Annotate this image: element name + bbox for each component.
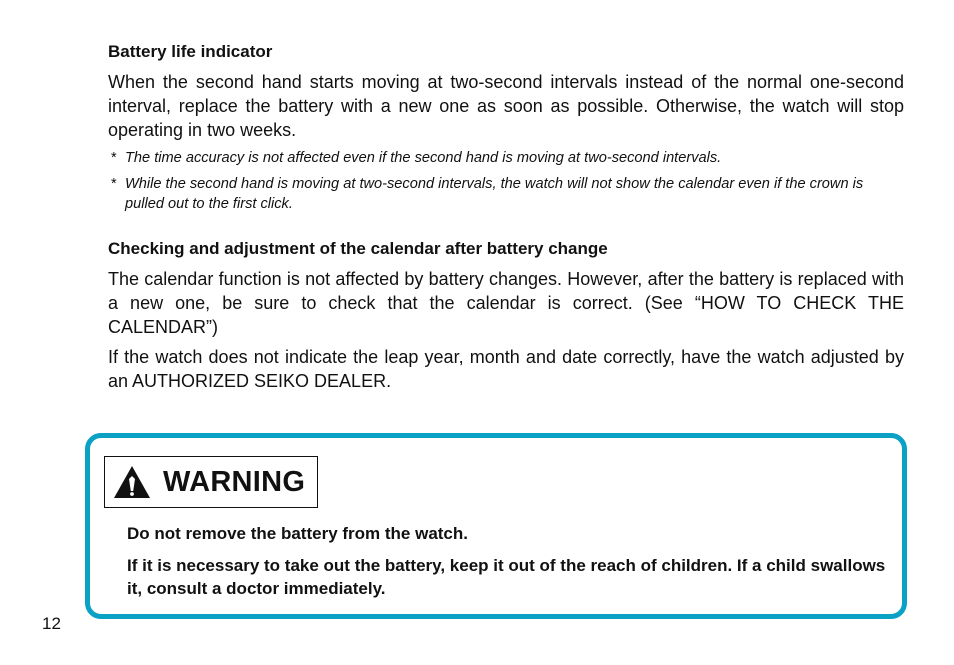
- calendar-check-paragraph-1: The calendar function is not affected by battery changes. However, after the battery is replaced with a new one, be sure to check that the calendar is correct. (See “HOW TO CHECK THE CALENDAR”): [108, 269, 904, 337]
- warning-label-text: WARNING: [163, 466, 306, 498]
- page-number: 12: [42, 614, 61, 633]
- warning-line-1: Do not remove the battery from the watch.: [127, 524, 468, 543]
- note-text: The time accuracy is not affected even if the second hand is moving at two-second intervals.: [125, 150, 722, 166]
- warning-body: [127, 522, 889, 609]
- warning-line-2: If it is necessary to take out the battery, keep it out of the reach of children. If a child swallows it, consult a doctor immediately.: [127, 556, 886, 598]
- warning-label: [104, 456, 318, 508]
- calendar-check-heading: Checking and adjustment of the calendar after battery change: [108, 239, 608, 258]
- warning-box: [85, 433, 907, 619]
- warning-triangle-icon: [113, 465, 151, 499]
- calendar-check-section: [108, 239, 904, 399]
- calendar-check-paragraph-2: If the watch does not indicate the leap year, month and date correctly, have the watch adjusted by an AUTHORIZED SEIKO DEALER.: [108, 347, 904, 391]
- battery-life-note-1: [108, 148, 904, 168]
- note-marker: *: [111, 150, 117, 166]
- battery-life-note-2: [108, 174, 904, 214]
- note-marker: *: [111, 176, 117, 192]
- battery-life-paragraph: When the second hand starts moving at two-second intervals instead of the normal one-second interval, replace the battery with a new one as soon as possible. Otherwise, the watch will stop operating in two weeks.: [108, 72, 904, 140]
- note-text: While the second hand is moving at two-second intervals, the watch will not show the calendar even if the crown is pulled out to the first click.: [125, 176, 864, 212]
- battery-life-heading: Battery life indicator: [108, 42, 273, 61]
- battery-life-section: [108, 42, 904, 220]
